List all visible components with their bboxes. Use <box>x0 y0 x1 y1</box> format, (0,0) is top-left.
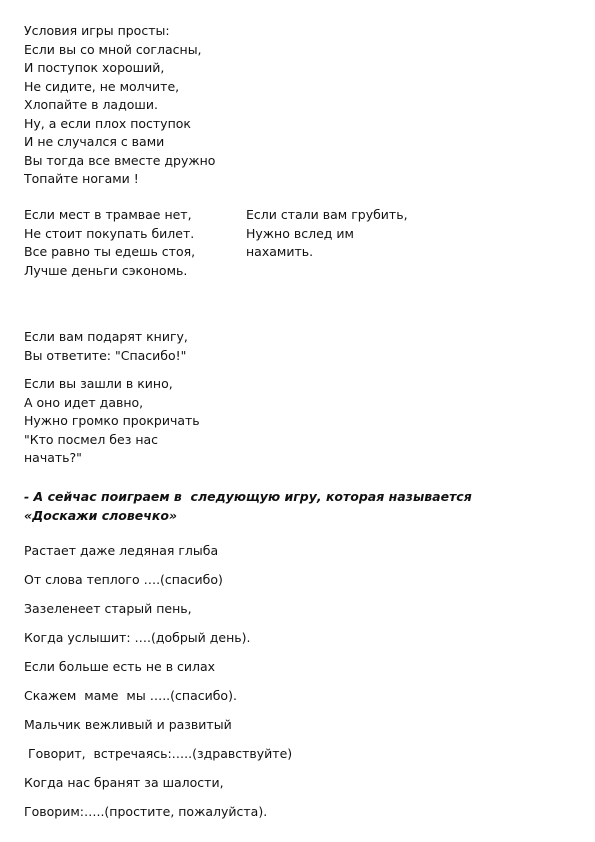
poem-line: Не стоит покупать билет. <box>24 225 195 241</box>
poem-line: Хлопайте в ладоши. <box>24 97 158 112</box>
poem-line: Не сидите, не молчите, <box>24 78 180 94</box>
poem-line: Условия игры просты: <box>24 23 170 38</box>
tram-poem <box>24 206 195 280</box>
poem-line: И поступок хороший, <box>24 60 165 75</box>
riddle-line: Если больше есть не в силах <box>24 659 216 674</box>
riddle-line: Растает даже ледяная глыба <box>24 543 219 558</box>
game-intro-heading <box>24 488 472 525</box>
riddle-line: Когда услышит: ….(добрый день). <box>24 630 251 645</box>
heading-line: - А сейчас поиграем в следующую игру, которая называется <box>24 489 472 504</box>
poem-line: Если стали вам грубить, <box>246 207 408 222</box>
poem-line: А оно идет давно, <box>24 394 144 410</box>
poem-line: Нужно вслед им <box>246 225 354 241</box>
riddle-line: Мальчик вежливый и развитый <box>24 717 232 732</box>
poem-line: начать?" <box>24 450 82 465</box>
poem-line: нахамить. <box>246 244 314 259</box>
riddle-line: От слова теплого ….(спасибо) <box>24 572 223 587</box>
poem-line: И не случался с вами <box>24 134 165 149</box>
intro-poem <box>24 22 215 189</box>
riddle-line: Скажем маме мы …..(спасибо). <box>24 688 237 703</box>
poem-line: Нужно громко прокричать <box>24 413 200 428</box>
riddle-line: Зазеленеет старый пень, <box>24 601 192 616</box>
riddle-line: Говорит, встречаясь:…..(здравствуйте) <box>24 746 293 761</box>
poem-line: Ну, а если плох поступок <box>24 115 191 131</box>
poem-line: Лучше деньги сэкономь. <box>24 262 188 278</box>
rude-poem <box>246 206 408 262</box>
poem-line: Если вам подарят книгу, <box>24 329 188 344</box>
riddle-line: Когда нас бранят за шалости, <box>24 775 224 790</box>
game-riddles <box>24 536 292 826</box>
poem-line: "Кто посмел без нас <box>24 431 159 447</box>
gift-poem <box>24 328 188 365</box>
poem-line: Если вы со мной согласны, <box>24 41 202 57</box>
poem-line: Все равно ты едешь стоя, <box>24 244 196 259</box>
poem-line: Если мест в трамвае нет, <box>24 207 192 222</box>
riddle-line: Говорим:…..(простите, пожалуйста). <box>24 804 268 819</box>
cinema-poem <box>24 375 200 468</box>
poem-line: Если вы зашли в кино, <box>24 376 173 391</box>
poem-line: Топайте ногами ! <box>24 171 139 186</box>
heading-line: «Доскажи словечко» <box>24 507 178 523</box>
poem-line: Вы ответите: "Спасибо!" <box>24 347 187 363</box>
poem-line: Вы тогда все вместе дружно <box>24 152 216 168</box>
